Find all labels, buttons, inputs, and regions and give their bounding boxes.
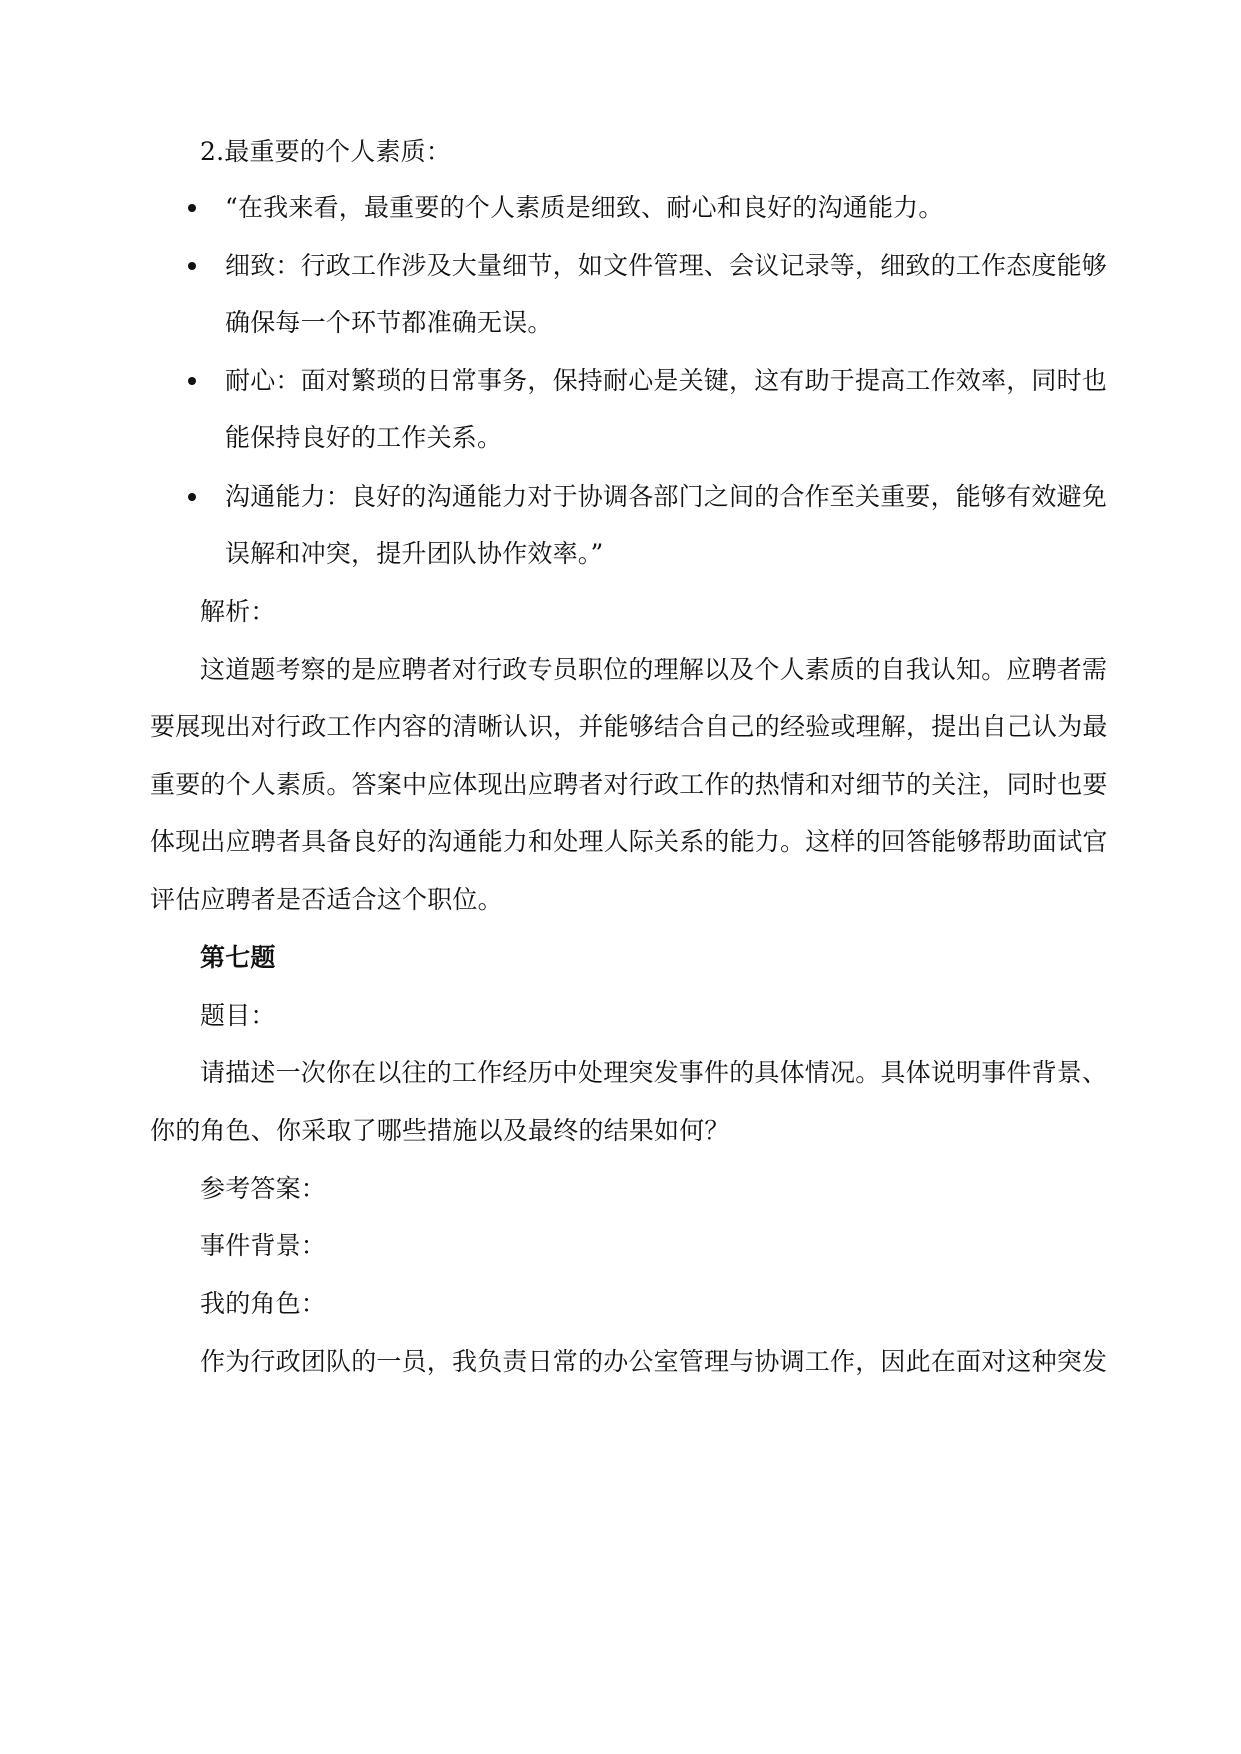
event-background-label: 事件背景： <box>200 1231 327 1260</box>
question-prompt-line: 请描述一次你在以往的工作经历中处理突发事件的具体情况。具体说明事件背景、 <box>200 1058 1108 1087</box>
analysis-paragraph-line: 要展现出对行政工作内容的清晰认识，并能够结合自己的经验或理解，提出自己认为最 <box>150 712 1108 741</box>
bullet-icon <box>188 377 196 385</box>
analysis-paragraph-line: 这道题考察的是应聘者对行政专员职位的理解以及个人素质的自我认知。应聘者需 <box>200 655 1108 684</box>
bullet-item: 沟通能力：良好的沟通能力对于协调各部门之间的合作至关重要，能够有效避免 <box>225 482 1108 511</box>
analysis-paragraph-line: 评估应聘者是否适合这个职位。 <box>150 885 503 914</box>
bullet-item-continuation: 确保每一个环节都准确无误。 <box>225 308 553 337</box>
bullet-item-continuation: 误解和冲突，提升团队协作效率。” <box>225 539 604 568</box>
bullet-icon <box>188 204 196 212</box>
question-prompt-line: 你的角色、你采取了哪些措施以及最终的结果如何？ <box>150 1116 730 1145</box>
analysis-paragraph-line: 重要的个人素质。答案中应体现出应聘者对行政工作的热情和对细节的关注，同时也要 <box>150 770 1108 799</box>
bullet-item: “在我来看，最重要的个人素质是细致、耐心和良好的沟通能力。 <box>225 193 944 222</box>
bullet-item: 细致：行政工作涉及大量细节，如文件管理、会议记录等，细致的工作态度能够 <box>225 251 1108 280</box>
question-title: 第七题 <box>200 943 276 972</box>
section-heading: 2.最重要的个人素质： <box>200 137 452 166</box>
bullet-icon <box>188 493 196 501</box>
role-paragraph-line: 作为行政团队的一员，我负责日常的办公室管理与协调工作，因此在面对这种突发 <box>200 1347 1108 1376</box>
answer-label: 参考答案： <box>200 1174 327 1203</box>
bullet-item-continuation: 能保持良好的工作关系。 <box>225 423 503 452</box>
question-prompt-label: 题目： <box>200 1001 276 1030</box>
analysis-paragraph-line: 体现出应聘者具备良好的沟通能力和处理人际关系的能力。这样的回答能够帮助面试官 <box>150 827 1108 856</box>
bullet-icon <box>188 262 196 270</box>
role-label: 我的角色： <box>200 1289 327 1318</box>
analysis-label: 解析： <box>200 597 276 626</box>
bullet-item: 耐心：面对繁琐的日常事务，保持耐心是关键，这有助于提高工作效率，同时也 <box>225 366 1108 395</box>
